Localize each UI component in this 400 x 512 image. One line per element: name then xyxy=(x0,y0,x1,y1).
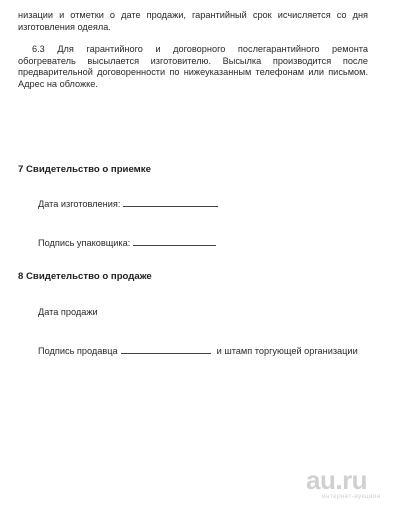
sale-certificate-heading: 8 Свидетельство о продаже xyxy=(18,271,152,282)
warranty-repair-paragraph: 6.3 Для гарантийного и договорного послегарантийного ремонта обогреватель высылается изготовителю. Высылка производится после предварительной договоренности по нижеуказанным телефонам или письмом. Адрес на обложке. xyxy=(18,44,368,89)
packer-signature-row xyxy=(38,236,216,249)
intro-paragraph-continuation: низации и отметки о дате продажи, гарантийный срок исчисляется со дня изготовления одеяла. xyxy=(18,10,368,32)
packer-signature-blank xyxy=(133,236,216,246)
manufacture-date-row xyxy=(38,197,218,210)
sale-date-label: Дата продажи xyxy=(38,307,98,317)
seller-signature-label: Подпись продавца xyxy=(38,346,118,356)
watermark-subtitle: интернет-аукцион xyxy=(322,493,381,500)
seller-signature-blank xyxy=(121,344,211,354)
acceptance-certificate-heading: 7 Свидетельство о приемке xyxy=(18,164,151,175)
stamp-label: и штамп торгующей организации xyxy=(216,346,358,356)
au-ru-watermark xyxy=(306,466,390,506)
seller-signature-row xyxy=(38,344,358,357)
packer-signature-label: Подпись упаковщика: xyxy=(38,238,131,248)
manufacture-date-blank xyxy=(123,197,218,207)
watermark-logo: au.ru xyxy=(306,465,368,495)
manufacture-date-label: Дата изготовления: xyxy=(38,199,121,209)
sale-date-row xyxy=(38,306,98,318)
